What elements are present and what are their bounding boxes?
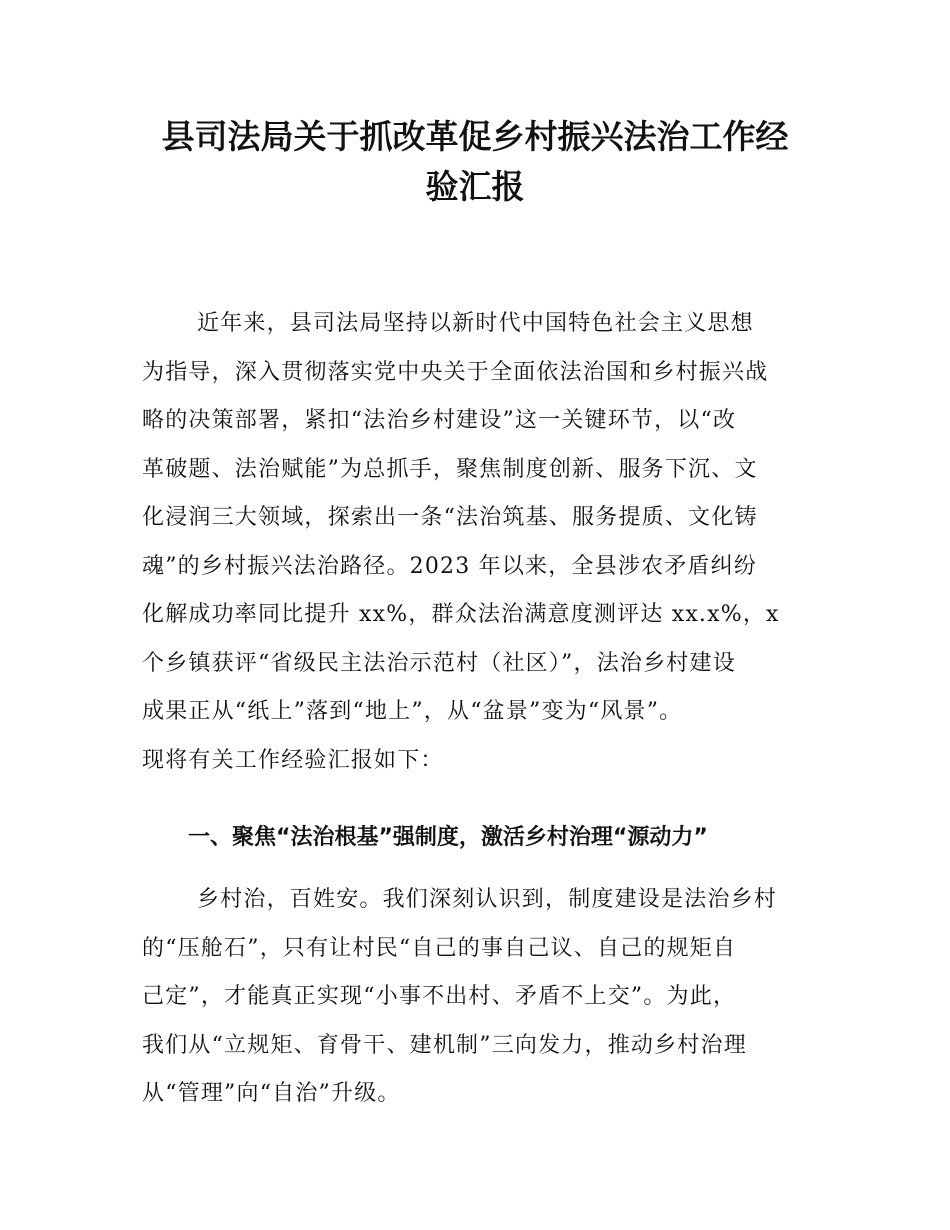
section-1-line: 的“压舱石”，只有让村民“自己的事自己议、自己的规矩自 (142, 935, 737, 961)
intro-line: 化解成功率同比提升 xx%，群众法治满意度测评达 xx.x%，x (142, 602, 780, 627)
intro-line: 现将有关工作经验汇报如下： (142, 747, 444, 773)
section-1-heading: 一、聚焦“法治根基”强制度，激活乡村治理“源动力” (188, 825, 708, 850)
section-1-line: 乡村治，百姓安。我们深刻认识到，制度建设是法治乡村 (197, 887, 778, 912)
intro-line: 化浸润三大领域，探索出一条“法治筑基、服务提质、文化铸 (142, 505, 758, 530)
intro-line: 个乡镇获评“省级民主法治示范村（社区）”，法治乡村建设 (142, 650, 736, 676)
title-line-1: 县司法局关于抓改革促乡村振兴法治工作经 (161, 117, 789, 156)
document-title (120, 112, 830, 212)
intro-line: 为指导，深入贯彻落实党中央关于全面依法治国和乡村振兴战 (142, 359, 769, 385)
section-1-paragraph (142, 876, 812, 1119)
section-1-line: 我们从“立规矩、育骨干、建机制”三向发力，推动乡村治理 (142, 1032, 747, 1058)
intro-line: 魂”的乡村振兴法治路径。2023 年以来，全县涉农矛盾纠纷 (142, 553, 758, 579)
intro-line: 近年来，县司法局坚持以新时代中国特色社会主义思想 (197, 311, 754, 336)
intro-paragraph (142, 300, 812, 785)
title-line-2: 验汇报 (425, 167, 525, 206)
intro-line: 成果正从“纸上”落到“地上”，从“盆景”变为“风景”。 (142, 699, 683, 724)
section-1-line: 己定”，才能真正实现“小事不出村、矛盾不上交”。为此， (142, 984, 737, 1009)
intro-line: 略的决策部署，紧扣“法治乡村建设”这一关键环节，以“改 (142, 408, 737, 433)
section-1-line: 从“管理”向“自治”升级。 (142, 1081, 401, 1106)
intro-line: 革破题、法治赋能”为总抓手，聚焦制度创新、服务下沉、文 (142, 456, 758, 482)
